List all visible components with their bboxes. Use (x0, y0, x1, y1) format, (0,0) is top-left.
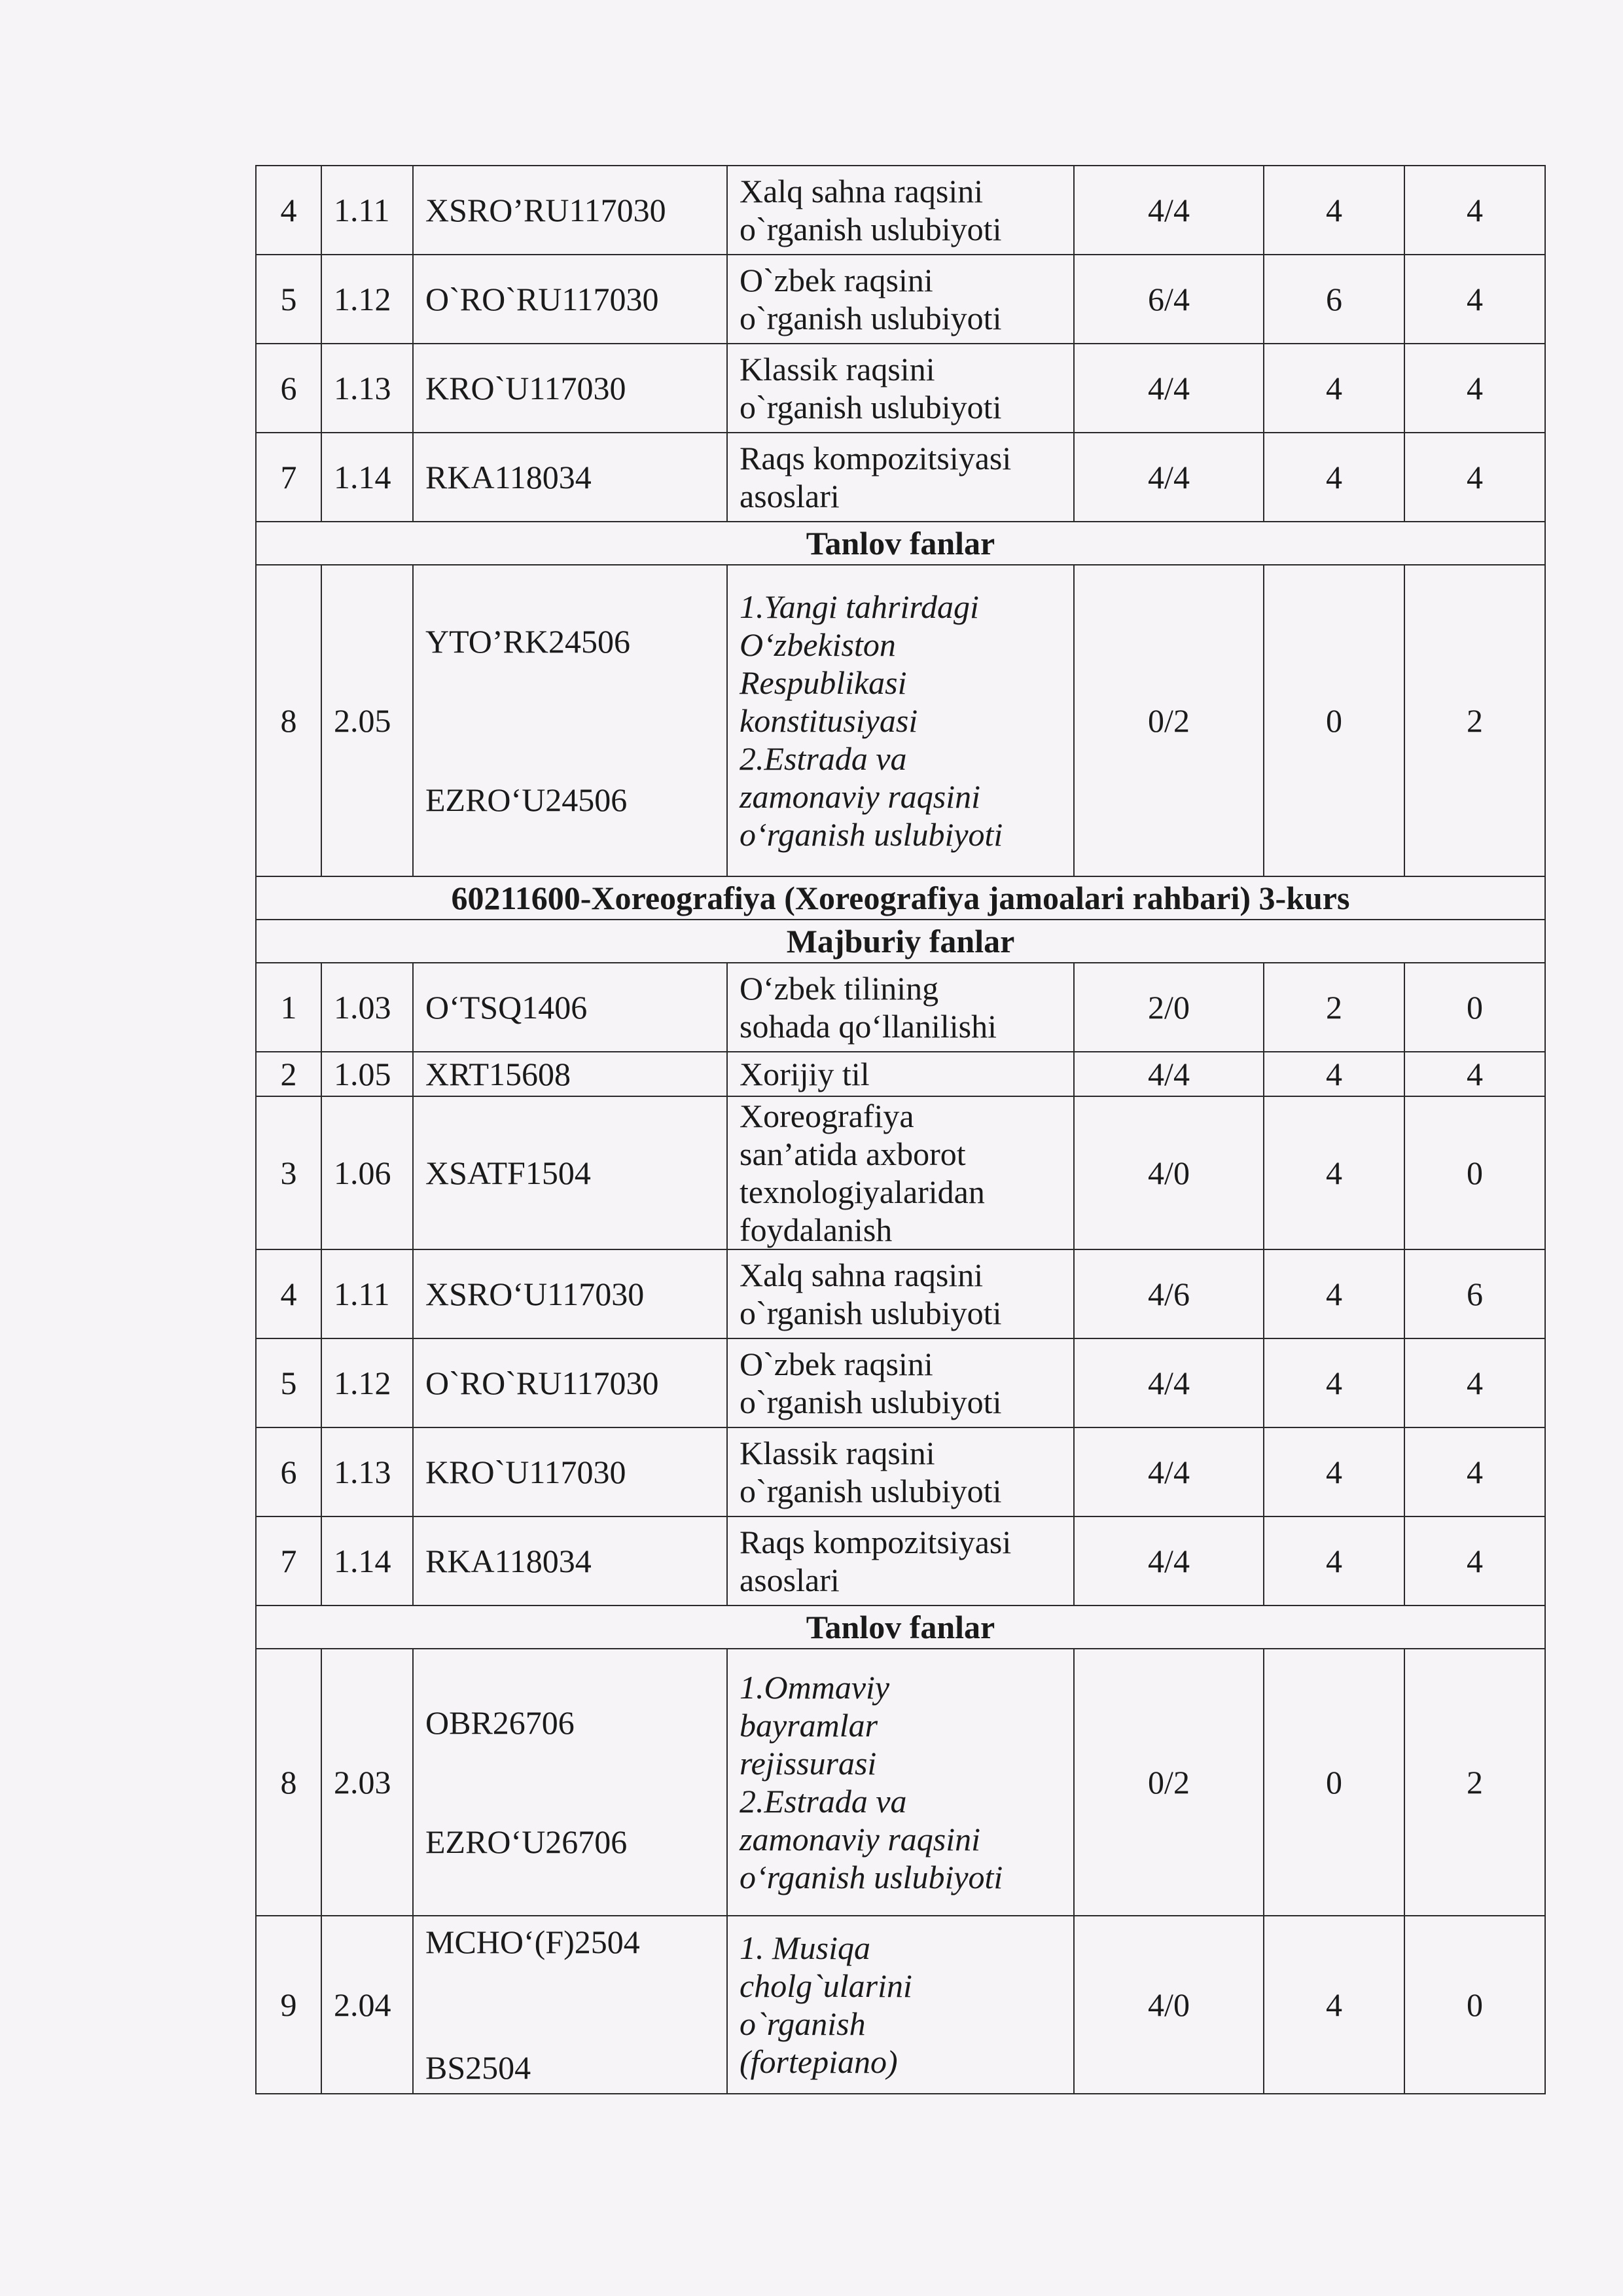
subject-codes (413, 565, 727, 876)
subject-code: RKA118034 (413, 1516, 727, 1605)
subject-code-a: YTO’RK24506 (425, 623, 630, 660)
section-row (256, 876, 1545, 920)
semester-1-hours: 4 (1264, 1516, 1404, 1605)
subject-code: KRO`U117030 (413, 344, 727, 433)
semester-1-hours: 0 (1264, 1649, 1404, 1916)
semester-1-hours: 4 (1264, 1096, 1404, 1249)
subject-index: 2.03 (321, 1649, 413, 1916)
subject-code: XSRO‘U117030 (413, 1249, 727, 1338)
semester-1-hours: 4 (1264, 1249, 1404, 1338)
semester-1-hours: 4 (1264, 1338, 1404, 1427)
subject-index: 1.13 (321, 344, 413, 433)
row-number: 1 (256, 963, 321, 1052)
semester-2-hours: 0 (1404, 963, 1545, 1052)
semester-2-hours: 2 (1404, 1649, 1545, 1916)
row-number: 5 (256, 1338, 321, 1427)
subject-code-b: BS2504 (425, 2049, 531, 2086)
row-number: 7 (256, 433, 321, 522)
semester-2-hours: 4 (1404, 1338, 1545, 1427)
subject-index: 2.05 (321, 565, 413, 876)
row-number: 4 (256, 1249, 321, 1338)
hours-ratio: 0/2 (1074, 565, 1264, 876)
semester-1-hours: 4 (1264, 344, 1404, 433)
row-number: 2 (256, 1052, 321, 1096)
semester-1-hours: 4 (1264, 1427, 1404, 1516)
section-title-tanlov: Tanlov fanlar (256, 522, 1545, 565)
subject-index: 1.12 (321, 1338, 413, 1427)
subject-name: Raqs kompozitsiyasi asoslari (727, 433, 1074, 522)
subject-index: 1.13 (321, 1427, 413, 1516)
section-title-majburiy: Majburiy fanlar (256, 920, 1545, 963)
hours-ratio: 4/4 (1074, 1516, 1264, 1605)
subject-name: Xalq sahna raqsini o`rganish uslubiyoti (727, 1249, 1074, 1338)
semester-2-hours: 4 (1404, 1052, 1545, 1096)
table-row (256, 1649, 1545, 1916)
semester-1-hours: 2 (1264, 963, 1404, 1052)
curriculum-table (255, 165, 1546, 2094)
subject-code: O`RO`RU117030 (413, 255, 727, 344)
subject-name: O`zbek raqsini o`rganish uslubiyoti (727, 255, 1074, 344)
subject-code: XRT15608 (413, 1052, 727, 1096)
row-number: 6 (256, 344, 321, 433)
hours-ratio: 4/4 (1074, 1338, 1264, 1427)
semester-1-hours: 4 (1264, 433, 1404, 522)
semester-1-hours: 4 (1264, 1916, 1404, 2094)
subject-code-a: MCHO‘(F)2504 (425, 1924, 640, 1960)
subject-name: Xoreografiya san’atida axborot texnologiyalaridan foydalanish (727, 1096, 1074, 1249)
subject-code-b: EZRO‘U26706 (425, 1823, 628, 1860)
subject-code-a: OBR26706 (425, 1704, 575, 1741)
semester-2-hours: 4 (1404, 1427, 1545, 1516)
semester-2-hours: 4 (1404, 344, 1545, 433)
row-number: 6 (256, 1427, 321, 1516)
table-row (256, 433, 1545, 522)
subject-name: Klassik raqsini o`rganish uslubiyoti (727, 1427, 1074, 1516)
row-number: 4 (256, 166, 321, 255)
subject-code: KRO`U117030 (413, 1427, 727, 1516)
semester-2-hours: 2 (1404, 565, 1545, 876)
table-row (256, 255, 1545, 344)
hours-ratio: 2/0 (1074, 963, 1264, 1052)
section-row (256, 920, 1545, 963)
subject-code: RKA118034 (413, 433, 727, 522)
subject-index: 2.04 (321, 1916, 413, 2094)
subject-name: Klassik raqsini o`rganish uslubiyoti (727, 344, 1074, 433)
semester-2-hours: 0 (1404, 1096, 1545, 1249)
table-row (256, 1338, 1545, 1427)
table-row (256, 1516, 1545, 1605)
subject-name: Xorijiy til (727, 1052, 1074, 1096)
row-number: 3 (256, 1096, 321, 1249)
subject-name: Raqs kompozitsiyasi asoslari (727, 1516, 1074, 1605)
semester-2-hours: 0 (1404, 1916, 1545, 2094)
row-number: 8 (256, 565, 321, 876)
subject-index: 1.05 (321, 1052, 413, 1096)
subject-code: O`RO`RU117030 (413, 1338, 727, 1427)
table-row (256, 166, 1545, 255)
hours-ratio: 4/4 (1074, 1052, 1264, 1096)
table-row (256, 1427, 1545, 1516)
semester-2-hours: 4 (1404, 166, 1545, 255)
semester-1-hours: 4 (1264, 1052, 1404, 1096)
table-row (256, 1916, 1545, 2094)
subject-index: 1.03 (321, 963, 413, 1052)
subject-name: 1. Musiqa cholg`ularini o`rganish (fortepiano) (727, 1916, 1074, 2094)
table-row (256, 1052, 1545, 1096)
subject-name: 1.Ommaviy bayramlar rejissurasi 2.Estrada va zamonaviy raqsini o‘rganish uslubiyoti (727, 1649, 1074, 1916)
subject-index: 1.11 (321, 166, 413, 255)
subject-index: 1.06 (321, 1096, 413, 1249)
subject-index: 1.14 (321, 1516, 413, 1605)
semester-2-hours: 6 (1404, 1249, 1545, 1338)
subject-code: XSATF1504 (413, 1096, 727, 1249)
table-row (256, 344, 1545, 433)
subject-index: 1.11 (321, 1249, 413, 1338)
semester-2-hours: 4 (1404, 255, 1545, 344)
program-header: 60211600-Xoreografiya (Xoreografiya jamoalari rahbari) 3-kurs (256, 876, 1545, 920)
row-number: 7 (256, 1516, 321, 1605)
hours-ratio: 6/4 (1074, 255, 1264, 344)
table-row (256, 1096, 1545, 1249)
subject-name: O`zbek raqsini o`rganish uslubiyoti (727, 1338, 1074, 1427)
subject-codes (413, 1649, 727, 1916)
subject-index: 1.12 (321, 255, 413, 344)
semester-1-hours: 0 (1264, 565, 1404, 876)
semester-1-hours: 6 (1264, 255, 1404, 344)
hours-ratio: 4/6 (1074, 1249, 1264, 1338)
section-row (256, 1605, 1545, 1649)
subject-name: Xalq sahna raqsini o`rganish uslubiyoti (727, 166, 1074, 255)
hours-ratio: 4/4 (1074, 166, 1264, 255)
hours-ratio: 4/0 (1074, 1916, 1264, 2094)
subject-code-b: EZRO‘U24506 (425, 781, 628, 818)
row-number: 9 (256, 1916, 321, 2094)
subject-index: 1.14 (321, 433, 413, 522)
hours-ratio: 4/0 (1074, 1096, 1264, 1249)
hours-ratio: 4/4 (1074, 433, 1264, 522)
subject-name: 1.Yangi tahrirdagi O‘zbekiston Respublikasi konstitusiyasi 2.Estrada va zamonaviy raqsini o‘rganish uslubiyoti (727, 565, 1074, 876)
subject-code: XSRO’RU117030 (413, 166, 727, 255)
semester-2-hours: 4 (1404, 1516, 1545, 1605)
subject-code: O‘TSQ1406 (413, 963, 727, 1052)
row-number: 5 (256, 255, 321, 344)
hours-ratio: 4/4 (1074, 344, 1264, 433)
semester-2-hours: 4 (1404, 433, 1545, 522)
section-title-tanlov: Tanlov fanlar (256, 1605, 1545, 1649)
subject-codes (413, 1916, 727, 2094)
semester-1-hours: 4 (1264, 166, 1404, 255)
hours-ratio: 0/2 (1074, 1649, 1264, 1916)
section-row (256, 522, 1545, 565)
row-number: 8 (256, 1649, 321, 1916)
hours-ratio: 4/4 (1074, 1427, 1264, 1516)
table-row (256, 1249, 1545, 1338)
table-row (256, 963, 1545, 1052)
table-row (256, 565, 1545, 876)
subject-name: O‘zbek tilining sohada qo‘llanilishi (727, 963, 1074, 1052)
